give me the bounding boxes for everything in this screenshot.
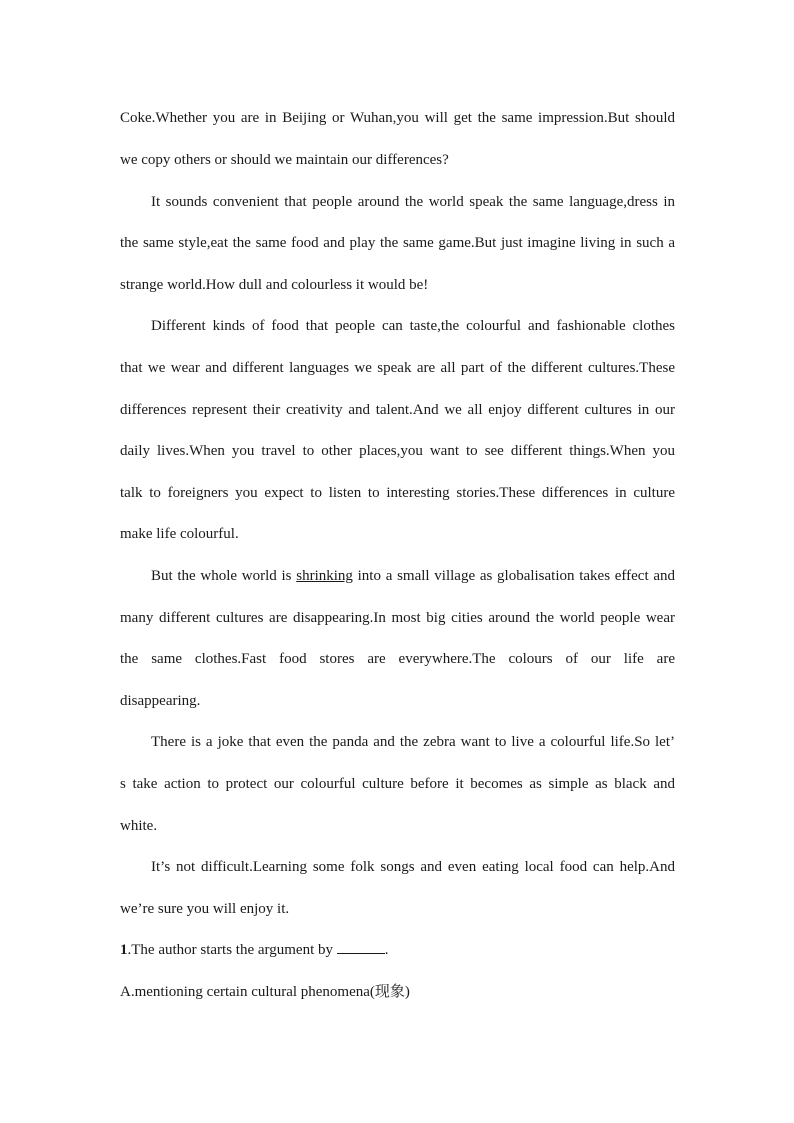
paragraph-4-line-3: the same clothes.Fast food stores are everywhere.The colours of our life are [120,651,675,667]
paragraph-3-line-6: make life colourful. [120,526,239,542]
paragraph-3-line-5: talk to foreigners you expect to listen to interesting stories.These differences in culture [120,485,675,501]
question-text-end: . [384,942,389,958]
paragraph-5-line-1: There is a joke that even the panda and the zebra want to live a colourful life.So let’ [151,734,675,750]
paragraph-2-line-3: strange world.How dull and colourless it would be! [120,277,429,293]
paragraph-4-text-before: But the whole world is [151,568,297,584]
paragraph-1-line-1: Coke.Whether you are in Beijing or Wuhan,you will get the same impression.But should [120,110,675,126]
question-1-option-a: A.mentioning certain cultural phenomena(现象) [120,984,410,1000]
paragraph-5-line-2: s take action to protect our colourful culture before it becomes as simple as black and [120,776,675,792]
paragraph-1-line-2: we copy others or should we maintain our differences? [120,152,449,168]
paragraph-6-line-1: It’s not difficult.Learning some folk songs and even eating local food can help.And [151,859,675,875]
question-1-stem [120,938,389,962]
answer-blank [337,939,385,954]
underlined-word-shrinking: shrinking [296,568,353,584]
question-text: .The author starts the argument by [127,942,337,958]
question-number: 1 [120,942,128,958]
paragraph-3-line-2: that we wear and different languages we speak are all part of the different cultures.These [120,360,675,376]
paragraph-4-line-4: disappearing. [120,693,201,709]
paragraph-4-text-after: into a small village as globalisation takes effect and [352,568,676,584]
paragraph-2-line-2: the same style,eat the same food and play the same game.But just imagine living in such a [120,235,675,251]
paragraph-4-line-1 [151,564,675,588]
paragraph-3-line-1: Different kinds of food that people can taste,the colourful and fashionable clothes [151,318,675,334]
paragraph-4-line-2: many different cultures are disappearing.In most big cities around the world people wear [120,610,675,626]
paragraph-2-line-1: It sounds convenient that people around the world speak the same language,dress in [151,194,675,210]
paragraph-3-line-4: daily lives.When you travel to other places,you want to see different things.When you [120,443,675,459]
paragraph-5-line-3: white. [120,818,158,834]
paragraph-3-line-3: differences represent their creativity and talent.And we all enjoy different cultures in our [120,402,675,418]
paragraph-6-line-2: we’re sure you will enjoy it. [120,901,290,917]
